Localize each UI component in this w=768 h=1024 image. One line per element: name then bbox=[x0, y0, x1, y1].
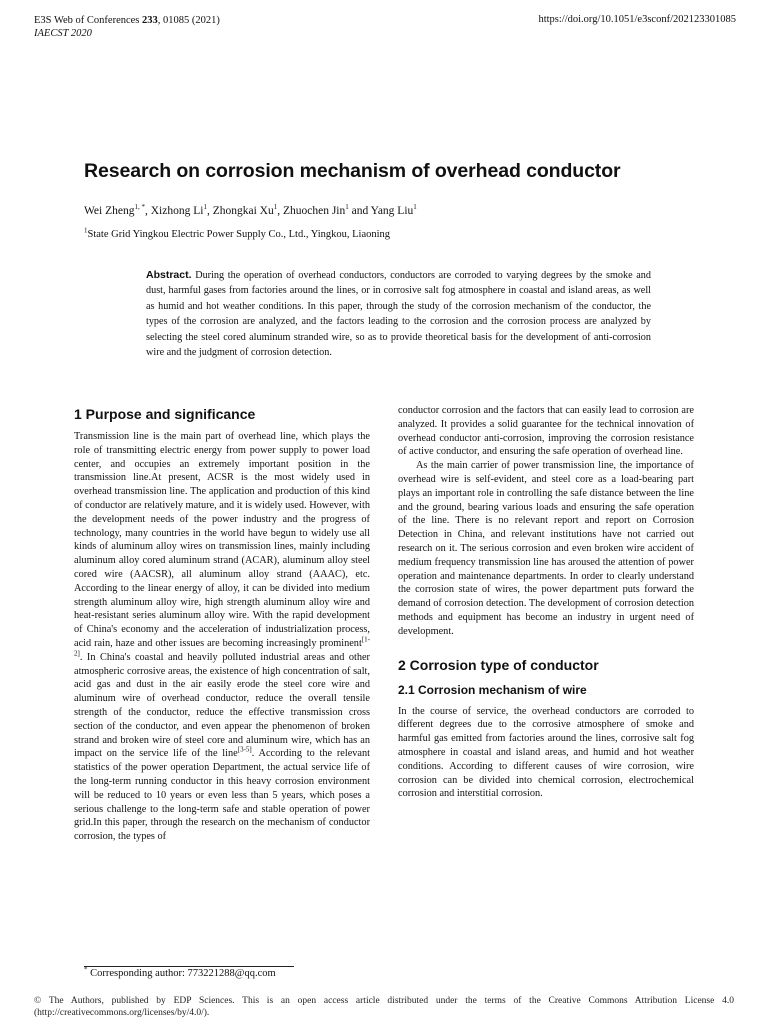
footnote-text: Corresponding author: 773221288@qq.com bbox=[87, 968, 276, 979]
volume-number: 233 bbox=[142, 15, 158, 26]
author-name: Wei Zheng bbox=[84, 205, 135, 217]
subsection-heading: 2.1 Corrosion mechanism of wire bbox=[398, 682, 587, 697]
citation: [1-2] bbox=[74, 635, 370, 658]
body-paragraph: conductor corrosion and the factors that can easily lead to corrosion are analyzed. It provides a solid guarantee for the technical innovation of overhead conductor anti-corrosion, improving the corrosion resistance of active conductor, and ensuring the safe operation of overhead line. bbox=[398, 405, 694, 458]
author-name: , Xizhong Li bbox=[145, 205, 204, 217]
paper-title: Research on corrosion mechanism of overhead conductor bbox=[84, 160, 621, 182]
author-affiliation-mark: 1, * bbox=[134, 203, 145, 212]
paragraph-text: Transmission line is the main part of overhead line, which plays the role of transmitting electric energy from power supply to power load center, and occupies an extremely important position in the transmission line.At present, ACSR is the most widely used in overhead transmission line. The application and production of this kind of conductor are relatively mature, and it is widely used. However, with the development needs of the power industry and the progress of technology, many countries in the world have begun to widely use all kinds of aluminum alloy wires on transmission lines, mainly including aluminum alloy cored aluminum strand (ACAR), aluminum alloy steel cored wire (AACSR), all aluminum alloy strand (AAAC), etc. According to the linear energy of alloy, it can be divided into medium strength aluminum alloy wire, high strength aluminum alloy wire and heat-resistant series aluminum alloy wire. With the rapid development of China's economy and the acceleration of industrialization process, acid rain, haze and other issues are becoming increasingly prominent bbox=[74, 431, 370, 649]
paragraph-text: . In China's coastal and heavily polluted industrial areas and other atmospheric corrosive areas, the existence of high concentration of salt, acid gas and dust in the air easily erode the steel core wire and aluminum wire of overhead conductor, reduce the overall tensile strength of the conductor, reduce the effective transmission cross section of the conductor, and even appear the phenomenon of broken strand and broken wire of steel core and aluminum wire, which has an impact on the service life of the line bbox=[74, 651, 370, 760]
body-paragraph: In the course of service, the overhead conductors are corroded to different degrees due to the corrosive atmosphere of smoke and harmful gas emitted from factories around the lines, corrosive salt fog atmosphere in coastal and island areas, and humid and hot weather conditions. According to different causes of wire corrosion, wire corrosion can be divided into chemical corrosion, electrochemical corrosion and interstitial corrosion. bbox=[398, 705, 694, 800]
author-name: and Yang Liu bbox=[348, 205, 414, 217]
event-name: IAECST 2020 bbox=[34, 28, 92, 39]
paragraph-text: . According to the relevant statistics of the power operation Department, the actual service life of the long-term running conductor in this heavy corrosion environment will be reduced to 10 years or even less than 5 years, which poses a serious challenge to the long-term safe and stable operation of power grid.In this paper, through the research on the mechanism of conductor corrosion, the types of bbox=[74, 748, 371, 843]
affiliation-text: State Grid Yingkou Electric Power Supply Co., Ltd., Yingkou, Liaoning bbox=[87, 229, 391, 240]
section-heading: 1 Purpose and significance bbox=[74, 406, 256, 422]
body-paragraph: As the main carrier of power transmission line, the importance of overhead wire is self-evident, and steel core as a load-bearing part plays an important role in controlling the safe distance between the line and the ground, bearing various loads and ensuring the safe operation of the line. There is no relevant report and report on Corrosion Detection in China, and relevant institutions have not carried out research on it. The serious corrosion and even broken wire accident of medium frequency transmission line has aroused the attention of power operation and maintenance departments. In order to clearly understand the corrosion state of wires, the power department puts forward the demand of corrosion detection. The development of corrosion detection methods and equipment has become an industry in urgent need of development. bbox=[398, 460, 694, 637]
left-column bbox=[74, 404, 370, 844]
article-number: , 01085 (2021) bbox=[157, 15, 220, 26]
citation: [3-5] bbox=[237, 745, 252, 754]
body-paragraph bbox=[74, 430, 370, 844]
right-column bbox=[398, 404, 694, 801]
author-affiliation-mark: 1 bbox=[345, 203, 349, 212]
author-affiliation-mark: 1 bbox=[413, 203, 417, 212]
conference-name: E3S Web of Conferences bbox=[34, 15, 140, 26]
affiliation bbox=[84, 226, 391, 240]
abstract bbox=[146, 268, 651, 360]
footnote-mark: * bbox=[84, 965, 88, 974]
running-header-left bbox=[34, 14, 220, 40]
section-heading: 2 Corrosion type of conductor bbox=[398, 656, 599, 673]
footnote-divider bbox=[84, 966, 294, 967]
author-affiliation-mark: 1 bbox=[273, 203, 278, 212]
affiliation-mark: 1 bbox=[84, 226, 88, 235]
author-list bbox=[84, 205, 417, 217]
author-affiliation-mark: 1 bbox=[203, 203, 207, 212]
footnote bbox=[84, 965, 276, 979]
doi-link[interactable]: https://doi.org/10.1051/e3sconf/202123301085 bbox=[538, 14, 736, 25]
author-name: , Zhongkai Xu bbox=[206, 205, 274, 217]
conference-line bbox=[34, 14, 220, 27]
license-notice: © The Authors, published by EDP Sciences. This is an open access article distributed under the terms of the Creative Commons Attribution License 4.0 (http://creativecommons.org/licenses/by/4.0/). bbox=[34, 996, 734, 1018]
abstract-text: During the operation of overhead conductors, conductors are corroded to varying degrees by the smoke and dust, harmful gases from factories around the lines, or in corrosive salt fog atmosphere in coastal and island areas, as well as humid and hot weather conditions. In this paper, through the study of the corrosion mechanism of the conductor, the types of the corrosion are analyzed, and the factors leading to the corrosion and the corrosion process are analyzed by selecting the steel cored aluminum stranded wire, so as to provide theoretical basis for the development of anti-corrosion wire and the judgment of corrosion detection. bbox=[146, 270, 651, 359]
abstract-label: Abstract. bbox=[146, 269, 192, 281]
author-name: , Zhuochen Jin bbox=[277, 205, 346, 217]
